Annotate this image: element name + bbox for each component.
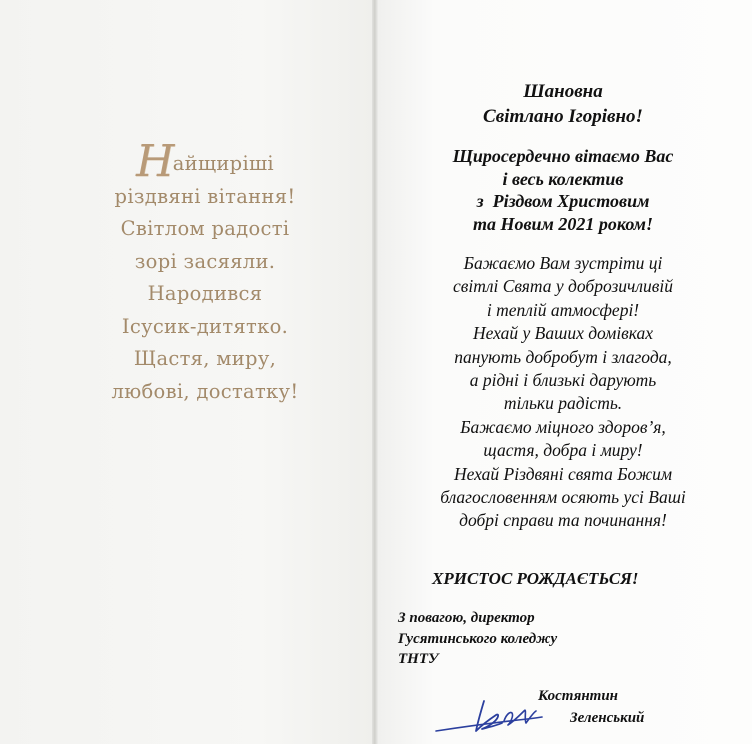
handwritten-signature — [432, 693, 572, 741]
verse-line: Щастя, миру, — [133, 347, 277, 370]
verse-line: різдвяні вітання! — [114, 184, 296, 208]
regards-line: З повагою, директор — [398, 610, 535, 626]
closing-greeting: ХРИСТОС РОЖДАЄТЬСЯ! — [432, 569, 639, 588]
wishes-line: і теплій атмосфері! — [486, 299, 640, 320]
wishes-line: світлі Свята у доброзичливій — [453, 276, 673, 297]
verse-line: Народився — [147, 282, 263, 305]
verse-line-1-text: айщиріші — [172, 152, 274, 175]
wishes-line: а рідні і близькі дарують — [469, 370, 657, 391]
verse-line: Ісусик-дитятко. — [121, 314, 289, 338]
wishes-line: панують добробут і злагода, — [454, 346, 672, 367]
regards-block — [398, 608, 658, 670]
verse-line: Світлом радості — [120, 217, 290, 240]
congratulation-line: Щиросердечно вітаємо Вас — [452, 146, 674, 166]
wishes-line: тільки радість. — [503, 393, 623, 414]
congratulation-line: та Новим 2021 роком! — [473, 213, 653, 234]
congratulation — [380, 145, 746, 235]
congratulation-line: з Різдвом Христовим — [476, 191, 650, 211]
signature-stroke — [476, 701, 502, 731]
regards-line: Гусятинського коледжу — [398, 630, 558, 647]
signatory-last-name: Зеленський — [570, 710, 645, 726]
wishes-line: благословенням осяють усі Ваші — [440, 487, 686, 508]
wishes-line: щастя, добра і миру! — [483, 440, 643, 461]
signature-stroke — [504, 710, 536, 725]
wishes-line: Бажаємо міцного здоров’я, — [460, 416, 666, 437]
wishes-line: Бажаємо Вам зустріти ці — [463, 253, 663, 273]
wishes-line: Нехай у Ваших домівках — [472, 323, 654, 344]
salutation — [380, 79, 746, 129]
ornamental-drop-cap: Н — [136, 136, 175, 187]
wishes-paragraph — [380, 252, 746, 533]
verse-line: любові, достатку! — [111, 379, 299, 403]
verse-line-1 — [70, 136, 340, 187]
salutation-line: Шановна — [523, 81, 603, 102]
wishes-line: Нехай Різдвяні свята Божим — [453, 463, 673, 484]
congratulation-line: і весь колектив — [502, 168, 624, 189]
wishes-line: добрі справи та починання! — [459, 510, 667, 531]
verse-line: зорі засяяли. — [134, 249, 276, 273]
signatory-first-name: Костянтин — [538, 688, 619, 704]
salutation-line: Світлано Ігорівно! — [483, 106, 643, 127]
christmas-verse — [70, 136, 340, 408]
regards-line: ТНТУ — [398, 651, 439, 667]
